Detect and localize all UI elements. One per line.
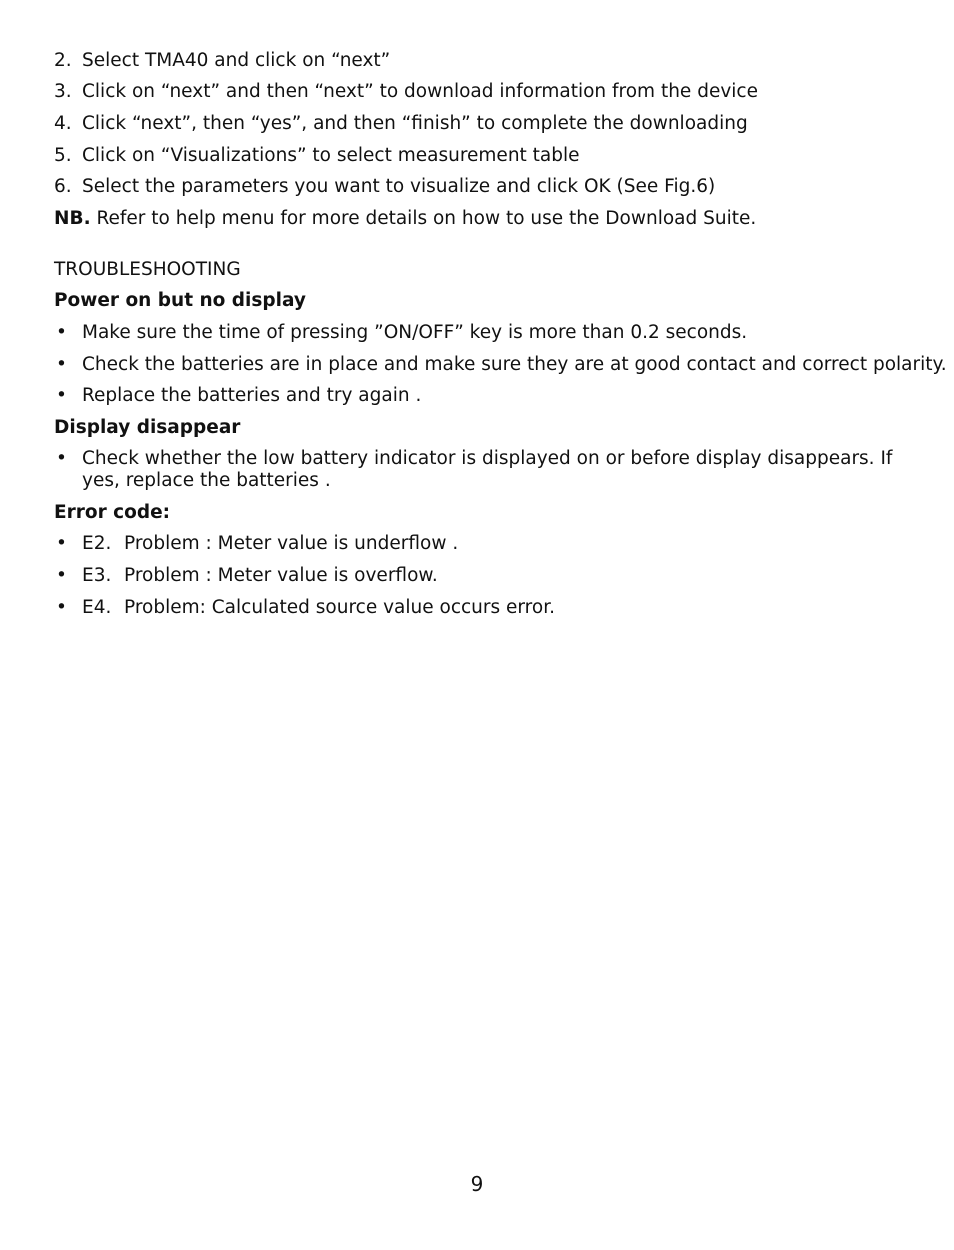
error-code: E3. xyxy=(82,565,112,586)
note-text: Refer to help menu for more details on how to use the Download Suite. xyxy=(90,208,757,229)
power-bullet-2 xyxy=(54,354,947,376)
step-text: Click on “Visualizations” to select measurement table xyxy=(82,145,580,166)
power-bullet-1 xyxy=(54,322,914,344)
bullet-icon: • xyxy=(56,354,67,375)
step-number: 6. xyxy=(54,176,72,197)
bullet-icon: • xyxy=(56,565,67,586)
step-6 xyxy=(54,176,914,198)
error-description: Problem: Calculated source value occurs error. xyxy=(124,597,555,618)
step-2 xyxy=(54,50,914,72)
step-text: Select the parameters you want to visualize and click OK (See Fig.6) xyxy=(82,176,716,197)
error-section-title: Error code: xyxy=(54,502,171,523)
error-code: E2. xyxy=(82,533,112,554)
error-item-e4 xyxy=(54,597,914,619)
power-section-title: Power on but no display xyxy=(54,290,306,311)
step-number: 5. xyxy=(54,145,72,166)
bullet-icon: • xyxy=(56,322,67,343)
bullet-icon: • xyxy=(56,385,67,406)
bullet-text: Make sure the time of pressing ”ON/OFF” key is more than 0.2 seconds. xyxy=(82,322,748,343)
error-code: E4. xyxy=(82,597,112,618)
error-description: Problem : Meter value is overflow. xyxy=(124,565,438,586)
step-text: Click on “next” and then “next” to download information from the device xyxy=(82,81,758,102)
display-bullet-1 xyxy=(54,448,914,492)
bullet-icon: • xyxy=(56,597,67,618)
bullet-text: Replace the batteries and try again . xyxy=(82,385,422,406)
bullet-text: Check the batteries are in place and make sure they are at good contact and correct polarity. xyxy=(82,354,947,375)
error-item-e3 xyxy=(54,565,914,587)
step-text: Click “next”, then “yes”, and then “finish” to complete the downloading xyxy=(82,113,748,134)
bullet-text: Check whether the low battery indicator is displayed on or before display disappears. If yes, replace the batteries . xyxy=(82,448,893,491)
error-description: Problem : Meter value is underflow . xyxy=(124,533,459,554)
step-number: 2. xyxy=(54,50,72,71)
step-3 xyxy=(54,81,914,103)
note-label: NB. xyxy=(54,208,91,229)
note-paragraph xyxy=(54,208,914,230)
power-bullet-3 xyxy=(54,385,914,407)
step-number: 4. xyxy=(54,113,72,134)
step-text: Select TMA40 and click on “next” xyxy=(82,50,391,71)
step-5 xyxy=(54,145,914,167)
step-number: 3. xyxy=(54,81,72,102)
troubleshooting-heading: TROUBLESHOOTING xyxy=(54,259,241,280)
bullet-icon: • xyxy=(56,533,67,554)
bullet-icon: • xyxy=(56,448,67,469)
page-number: 9 xyxy=(470,1172,484,1196)
error-item-e2 xyxy=(54,533,914,555)
display-section-title: Display disappear xyxy=(54,417,241,438)
step-4 xyxy=(54,113,914,135)
